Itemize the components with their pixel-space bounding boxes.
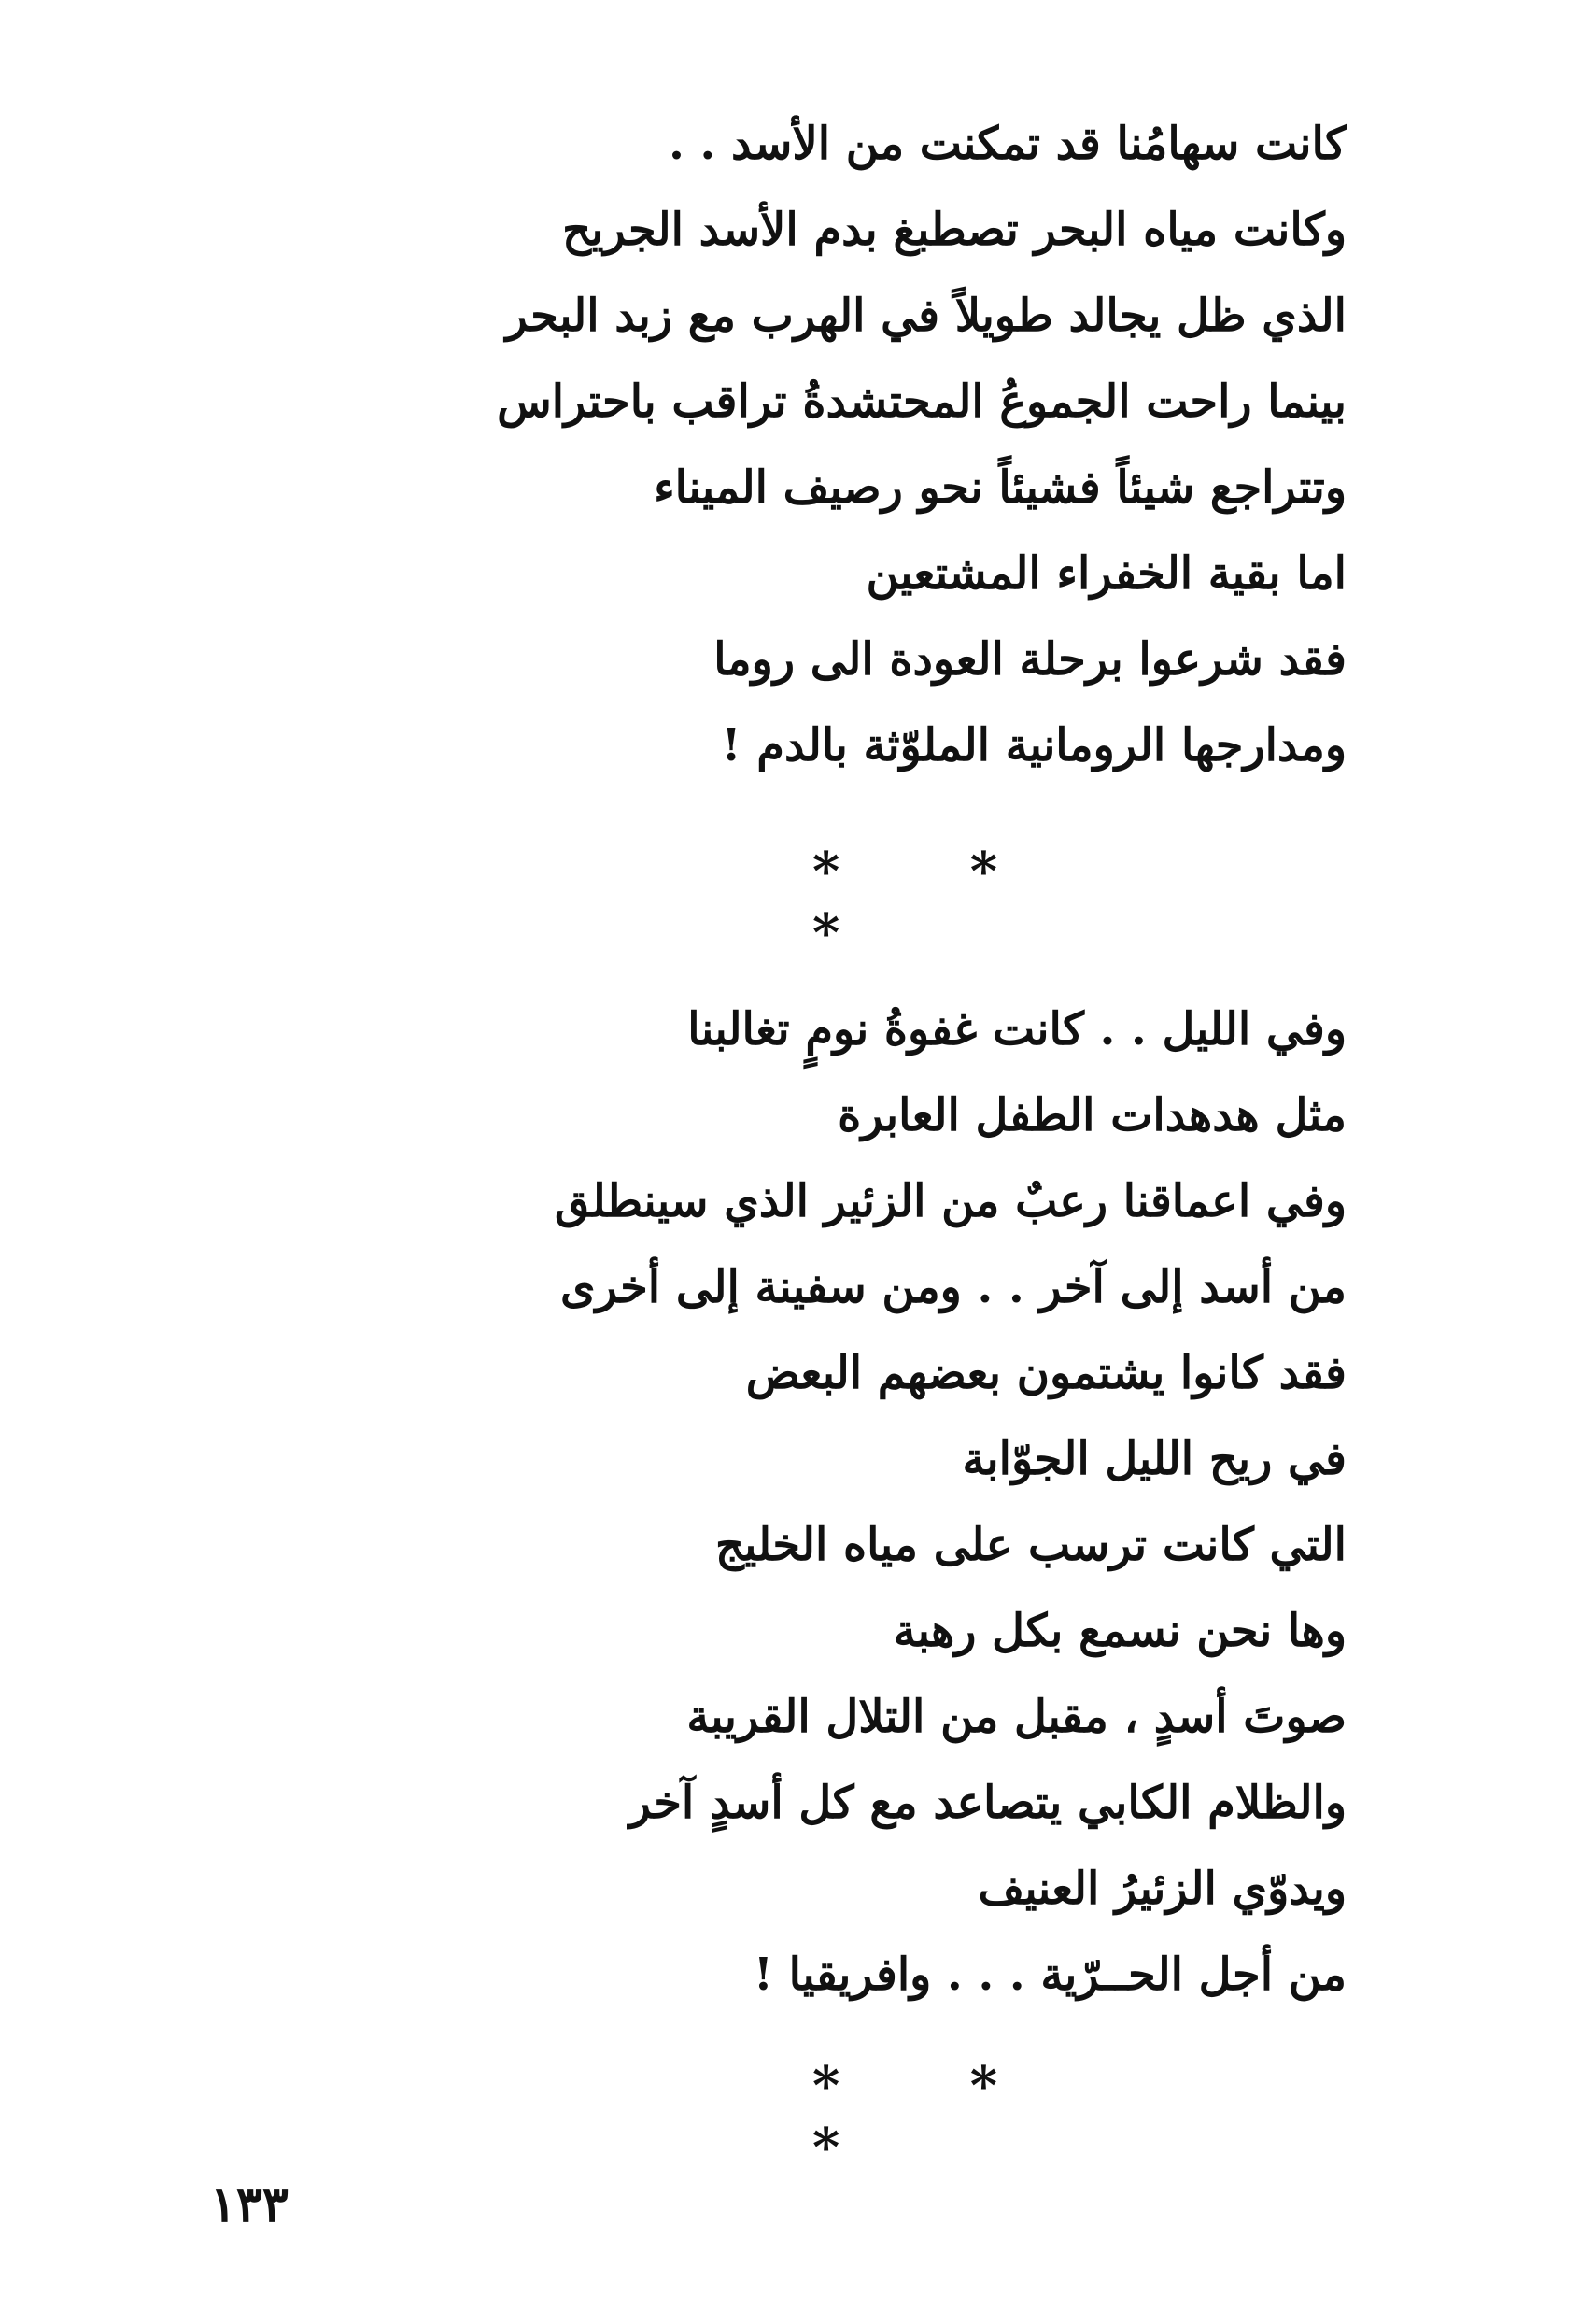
- poem-line: فقد كانوا يشتمون بعضهم البعض: [745, 1347, 1347, 1399]
- poem-line: في ريح الليل الجوّابة: [962, 1433, 1347, 1485]
- poem-line: مثل هدهدات الطفل العابرة: [838, 1089, 1347, 1141]
- poem-stanza-1: [413, 101, 1347, 788]
- poem-stanza-2: [413, 986, 1347, 2018]
- poem-line: الذي ظل يجالد طويلاً في الهرب مع زبد البحر: [505, 290, 1347, 342]
- poem-line: ومدارجها الرومانية الملوّثة بالدم !: [721, 719, 1347, 772]
- page-number: ١٣٣: [210, 2176, 289, 2233]
- poem-line: كانت سهامُنا قد تمكنت من الأسد . .: [669, 118, 1347, 170]
- poem-line: من أسد إلى آخر . . ومن سفينة إلى أخرى: [560, 1261, 1347, 1313]
- poem-line: بينما راحت الجموعُ المحتشدةُ تراقب باحتراس: [497, 376, 1347, 428]
- section-separator: * * *: [812, 2055, 1054, 2178]
- poem-line: وها نحن نسمع بكل رهبة: [893, 1605, 1347, 1657]
- poem-line: والظلام الكابي يتصاعد مع كل أسدٍ آخر: [628, 1777, 1347, 1829]
- poem-line: وتتراجع شيئاً فشيئاً نحو رصيف الميناء: [654, 461, 1347, 514]
- poem-line: وفي الليل . . كانت غفوةُ نومٍ تغالبنا: [687, 1003, 1347, 1056]
- poem-line: صوتَ أسدٍ ، مقبل من التلال القريبة: [686, 1691, 1347, 1743]
- poem-line: فقد شرعوا برحلة العودة الى روما: [713, 633, 1347, 686]
- section-separator: * * *: [812, 841, 1054, 964]
- poem-line: وفي اعماقنا رعبٌ من الزئير الذي سينطلق: [555, 1175, 1347, 1227]
- poem-line: التي كانت ترسب على مياه الخليج: [715, 1519, 1347, 1571]
- poem-line: ويدوّي الزئيرُ العنيف: [978, 1863, 1347, 1915]
- poem-line: اما بقية الخفراء المشتعين: [866, 547, 1347, 600]
- poem-line: وكانت مياه البحر تصطبغ بدم الأسد الجريح: [562, 204, 1347, 256]
- poem-line: من أجل الحــرّية . . . وافريقيا !: [753, 1948, 1347, 2001]
